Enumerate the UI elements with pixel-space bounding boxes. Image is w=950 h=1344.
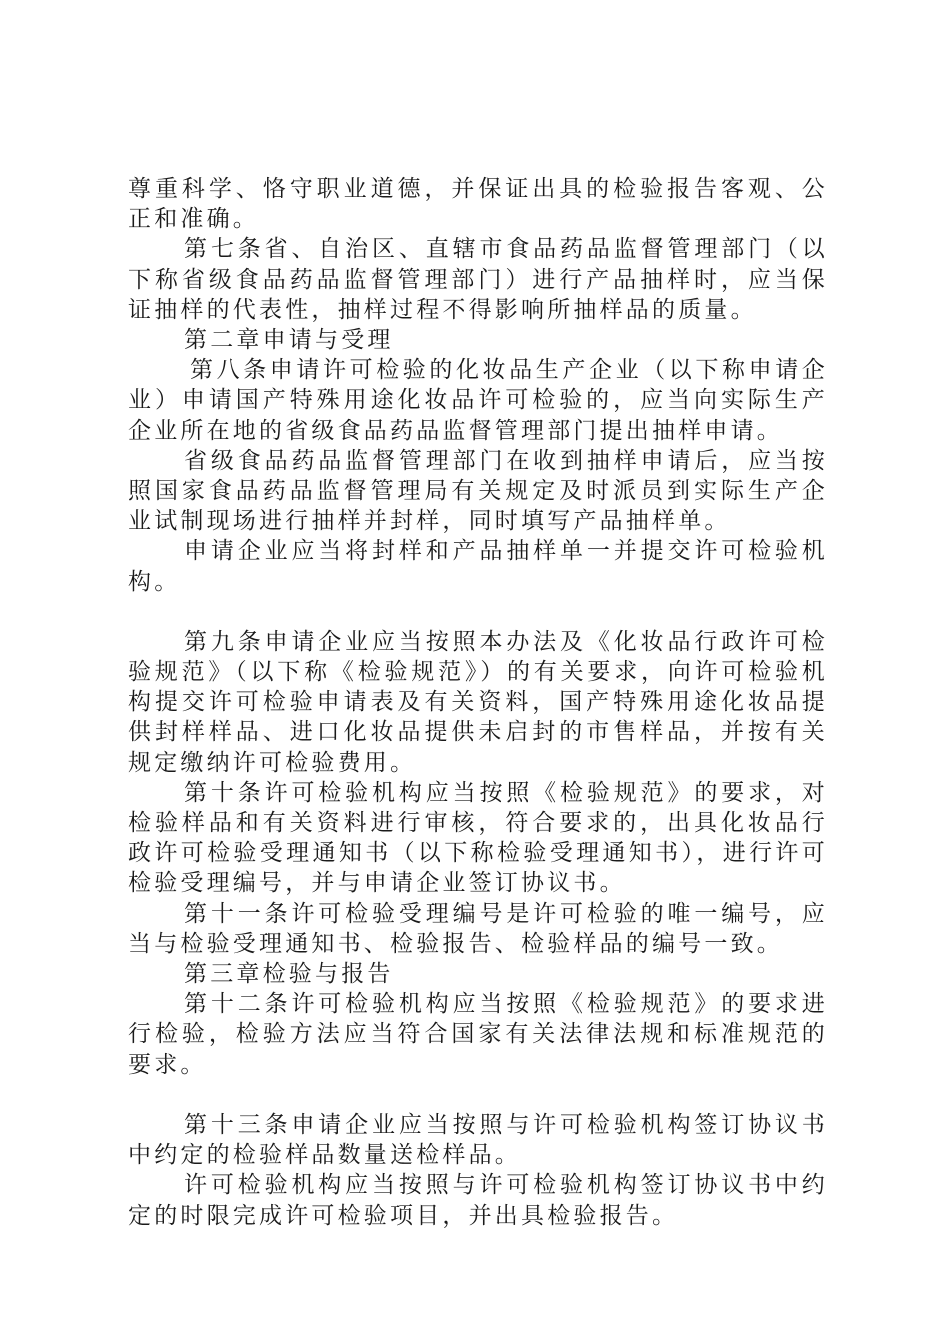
blank-line xyxy=(128,597,828,627)
article-11: 第十一条许可检验受理编号是许可检验的唯一编号，应当与检验受理通知书、检验报告、检验样品的编号一致。 xyxy=(128,900,828,957)
article-10: 第十条许可检验机构应当按照《检验规范》的要求，对检验样品和有关资料进行审核，符合要求的，出具化妆品行政许可检验受理通知书（以下称检验受理通知书），进行许可检验受理编号，并与申请企业签订协议书。 xyxy=(128,779,828,897)
article-8-paragraph-3: 申请企业应当将封样和产品抽样单一并提交许可检验机构。 xyxy=(128,538,828,595)
blank-line xyxy=(128,1080,828,1110)
paragraph-continuation: 尊重科学、恪守职业道德，并保证出具的检验报告客观、公正和准确。 xyxy=(128,176,828,233)
article-9: 第九条申请企业应当按照本办法及《化妆品行政许可检验规范》（以下称《检验规范》）的有关要求，向许可检验机构提交许可检验申请表及有关资料，国产特殊用途化妆品提供封样样品、进口化妆品提供未启封的市售样品，并按有关规定缴纳许可检验费用。 xyxy=(128,628,828,776)
chapter-2-heading: 第二章申请与受理 xyxy=(184,327,394,354)
chapter-3-heading: 第三章检验与报告 xyxy=(184,961,394,988)
article-13-paragraph-2: 许可检验机构应当按照与许可检验机构签订协议书中约定的时限完成许可检验项目，并出具检验报告。 xyxy=(128,1172,828,1229)
document-body xyxy=(128,174,828,1231)
article-13: 第十三条申请企业应当按照与许可检验机构签订协议书中约定的检验样品数量送检样品。 xyxy=(128,1111,828,1169)
article-8-paragraph-2: 省级食品药品监督管理部门在收到抽样申请后，应当按照国家食品药品监督管理局有关规定及时派员到实际生产企业试制现场进行抽样并封样，同时填写产品抽样单。 xyxy=(128,447,828,535)
article-7: 第七条省、自治区、直辖市食品药品监督管理部门（以下称省级食品药品监督管理部门）进行产品抽样时，应当保证抽样的代表性，抽样过程不得影响所抽样品的质量。 xyxy=(128,236,828,323)
article-12: 第十二条许可检验机构应当按照《检验规范》的要求进行检验，检验方法应当符合国家有关法律法规和标准规范的要求。 xyxy=(128,991,828,1078)
article-8: 第八条申请许可检验的化妆品生产企业（以下称申请企业）申请国产特殊用途化妆品许可检验的，应当向实际生产企业所在地的省级食品药品监督管理部门提出抽样申请。 xyxy=(128,357,828,444)
